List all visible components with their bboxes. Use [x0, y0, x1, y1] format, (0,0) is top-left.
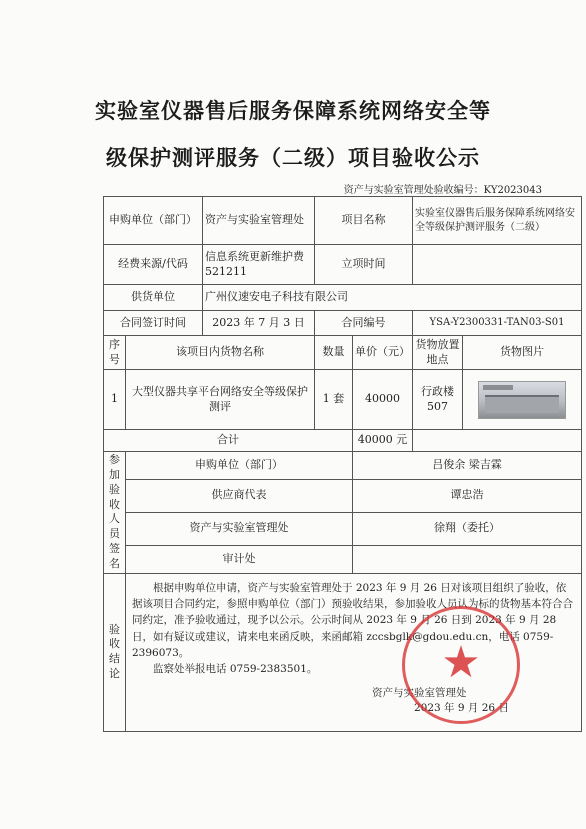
contract-date-value: 2023 年 7 月 3 日: [203, 311, 315, 336]
dept-label: 申购单位（部门）: [104, 197, 203, 245]
acceptance-number: 资产与实验室管理处验收编号：KY2023043: [343, 185, 542, 196]
members-label: 参加验收人员签名: [104, 452, 126, 574]
doc-title-line1: 实验室仪器售后服务保障系统网络安全等: [95, 98, 491, 123]
signature-org: 资产与实验室管理处: [372, 687, 467, 699]
supervision-text: 监察处举报电话 0759-2383501。: [153, 663, 318, 676]
member-signature: 谭忠浩: [353, 479, 582, 512]
goods-photo: [463, 370, 582, 430]
dept-value: 资产与实验室管理处: [203, 197, 315, 245]
goods-qty: 1 套: [315, 370, 353, 430]
goods-location: 行政楼 507: [413, 370, 463, 430]
project-label: 项目名称: [315, 197, 413, 245]
goods-price: 40000: [353, 370, 413, 430]
table-row: [104, 370, 582, 430]
seq-header: 序号: [104, 336, 126, 370]
contract-date-label: 合同签订时间: [104, 311, 203, 336]
conclusion-text: 根据申购单位申请，资产与实验室管理处于 2023 年 9 月 26 日对该项目组织了验收，依据该项目合同约定，参照申购单位（部门）预验收结果，参加验收人员认为标的货物基本符合合同约定，准予验收通过，现予以公示。公示时间从 2023 年 9 月 26 日到 2023 年 9 月 28 日，如有疑议或建议，请来电来函反映，来函邮箱 zccsbglk@gdou.edu.cn，电话 0759-2396073。: [132, 581, 573, 659]
project-value: 实验室仪器售后服务保障系统网络安全等级保护测评服务（二级）: [413, 197, 582, 245]
signature-date: 2023 年 9 月 26 日: [414, 702, 509, 714]
contract-no-value: YSA-Y2300331-TAN03-S01: [413, 311, 582, 336]
total-label: 合计: [104, 430, 353, 452]
qty-header: 数量: [315, 336, 353, 370]
price-header: 单价（元）: [353, 336, 413, 370]
doc-title-line2: 级保护测评服务（二级）项目验收公示: [106, 145, 480, 170]
official-seal: [402, 606, 520, 724]
goods-name-header: 该项目内货物名称: [126, 336, 315, 370]
total-value: 40000 元: [353, 430, 413, 452]
contract-no-label: 合同编号: [315, 311, 413, 336]
location-header: 货物放置地点: [413, 336, 463, 370]
member-signature: [353, 545, 582, 573]
member-role: 审计处: [126, 545, 353, 573]
photo-header: 货物图片: [463, 336, 582, 370]
goods-seq: 1: [104, 370, 126, 430]
building-photo: [478, 381, 566, 419]
member-role: 申购单位（部门）: [126, 452, 353, 480]
fund-value: 信息系统更新维护费 521211: [203, 245, 315, 285]
setup-time-label: 立项时间: [315, 245, 413, 285]
supplier-value: 广州仪速安电子科技有限公司: [203, 285, 582, 311]
supplier-label: 供货单位: [104, 285, 203, 311]
conclusion-label: 验收结论: [104, 573, 126, 731]
setup-time-value: [413, 245, 582, 285]
member-role: 资产与实验室管理处: [126, 512, 353, 545]
goods-name: 大型仪器共享平台网络安全等级保护测评: [126, 370, 315, 430]
member-role: 供应商代表: [126, 479, 353, 512]
member-signature: 吕俊余 梁吉霖: [353, 452, 582, 480]
member-signature: 徐翔（委托）: [353, 512, 582, 545]
seal-star-icon: ★: [441, 637, 481, 688]
fund-label: 经费来源/代码: [104, 245, 203, 285]
